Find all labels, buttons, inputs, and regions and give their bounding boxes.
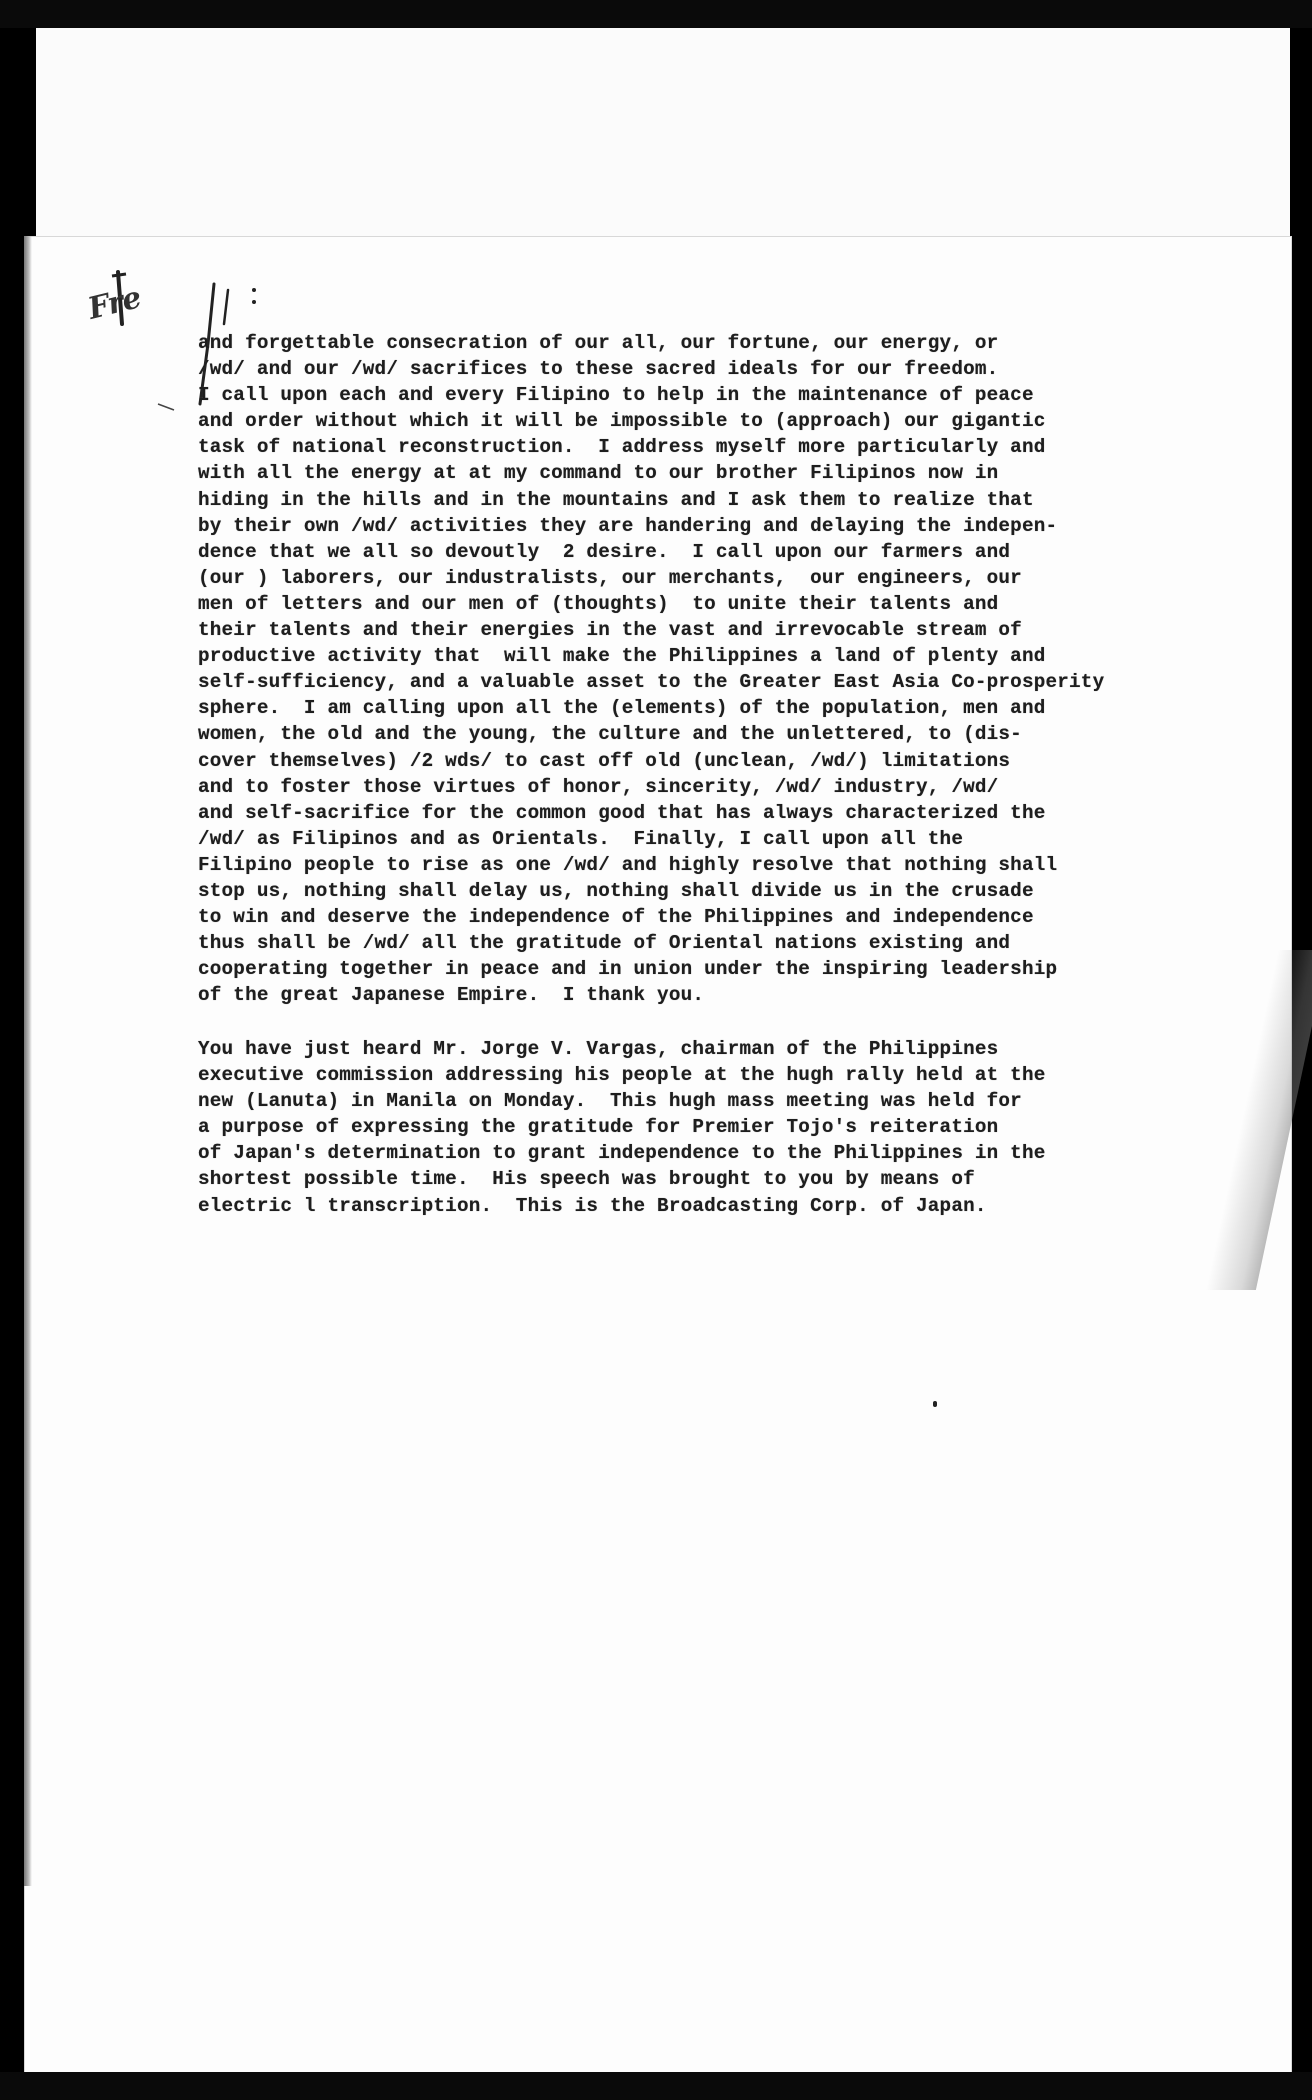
- body-line: men of letters and our men of (thoughts) to unite their talents and: [198, 592, 999, 615]
- closing-line: new (Lanuta) in Manila on Monday. This hugh mass meeting was held for: [198, 1090, 1022, 1113]
- body-line: (our ) laborers, our industralists, our merchants, our engineers, our: [198, 566, 1022, 589]
- closing-line: shortest possible time. His speech was brought to you by means of: [198, 1168, 975, 1191]
- body-line: their talents and their energies in the vast and irrevocable stream of: [198, 619, 1022, 642]
- body-line: cover themselves) /2 wds/ to cast off old (unclean, /wd/) limitations: [198, 749, 1011, 772]
- closing-line: You have just heard Mr. Jorge V. Vargas, chairman of the Philippines: [198, 1038, 999, 1060]
- body-line: /wd/ and our /wd/ sacrifices to these sacred ideals for our freedom.: [198, 358, 999, 381]
- page-left-shadow: [24, 236, 32, 1886]
- body-line: stop us, nothing shall delay us, nothing shall divide us in the crusade: [198, 879, 1034, 902]
- closing-line: of Japan's determination to grant independence to the Philippines in the: [198, 1142, 1046, 1165]
- body-line: self-sufficiency, and a valuable asset to the Greater East Asia Co-prosperity: [198, 671, 1105, 694]
- speech-body: [198, 330, 1238, 1008]
- body-line: by their own /wd/ activities they are handering and delaying the indepen-: [198, 514, 1058, 537]
- body-line: with all the energy at at my command to our brother Filipinos now in: [198, 462, 999, 485]
- body-line: and order without which it will be impossible to (approach) our gigantic: [198, 410, 1046, 433]
- body-line: /wd/ as Filipinos and as Orientals. Finally, I call upon all the: [198, 827, 964, 850]
- body-line: thus shall be /wd/ all the gratitude of Oriental nations existing and: [198, 932, 1011, 955]
- closing-line: electric l transcription. This is the Broadcasting Corp. of Japan.: [198, 1194, 987, 1217]
- body-line: task of national reconstruction. I address myself more particularly and: [198, 436, 1046, 459]
- announcer-closing: [198, 1036, 1238, 1219]
- body-line: dence that we all so devoutly 2 desire. I call upon our farmers and: [198, 540, 1011, 563]
- body-line: Filipino people to rise as one /wd/ and highly resolve that nothing shall: [198, 853, 1058, 876]
- body-line: and forgettable consecration of our all, our fortune, our energy, or: [198, 332, 999, 354]
- body-line: hiding in the hills and in the mountains and I ask them to realize that: [198, 488, 1034, 511]
- film-frame-bottom: [0, 2072, 1312, 2100]
- body-line: and self-sacrifice for the common good that has always characterized the: [198, 801, 1046, 824]
- ink-speck: [933, 1401, 937, 1407]
- closing-line: executive commission addressing his people at the hugh rally held at the: [198, 1064, 1046, 1087]
- body-line: and to foster those virtues of honor, sincerity, /wd/ industry, /wd/: [198, 775, 999, 798]
- handwritten-note: Fre: [84, 280, 145, 327]
- body-line: I call upon each and every Filipino to help in the maintenance of peace: [198, 384, 1034, 407]
- body-line: women, the old and the young, the culture and the unlettered, to (dis-: [198, 723, 1022, 746]
- closing-line: a purpose of expressing the gratitude for Premier Tojo's reiteration: [198, 1116, 999, 1139]
- body-line: of the great Japanese Empire. I thank you.: [198, 984, 705, 1007]
- body-line: sphere. I am calling upon all the (elements) of the population, men and: [198, 697, 1046, 720]
- body-line: productive activity that will make the Philippines a land of plenty and: [198, 645, 1046, 668]
- body-line: cooperating together in peace and in union under the inspiring leadership: [198, 958, 1058, 981]
- film-frame-top: [0, 0, 1312, 28]
- body-line: to win and deserve the independence of the Philippines and independence: [198, 906, 1034, 929]
